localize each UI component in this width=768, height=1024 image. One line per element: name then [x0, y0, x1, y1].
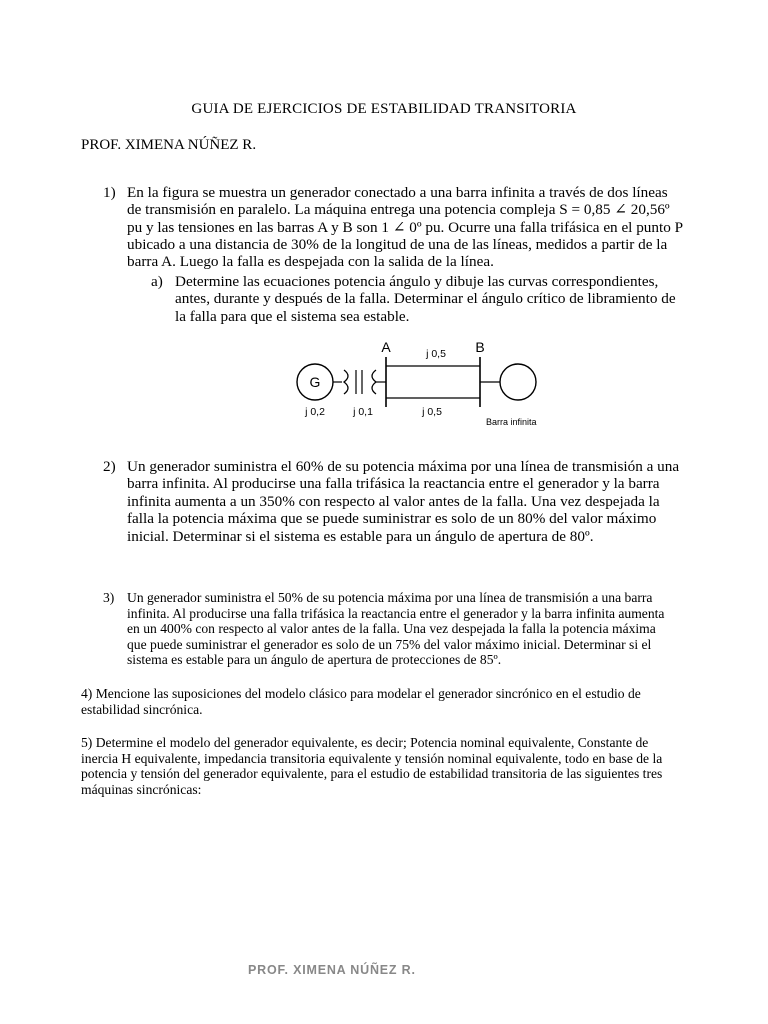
text-line: inercia H equivalente, impedancia transitoria equivalente y tensión nominal equivalente, todo en base de la	[81, 750, 663, 766]
transformer-winding-1	[344, 370, 348, 394]
text-line: potencia y tensión del generador equivalente, para el estudio de estabilidad transitoria de las siguientes tres	[81, 766, 663, 781]
exercise-2-text	[127, 458, 687, 545]
bus-b-label: B	[475, 339, 485, 355]
line-bottom-reactance: j 0,5	[422, 406, 442, 418]
text-line: barra infinita. Al producirse una falla trifásica la reactancia entre el generador y la barra	[127, 475, 660, 493]
document-title: GUIA DE EJERCICIOS DE ESTABILIDAD TRANSITORIA	[191, 101, 577, 117]
text-line: En la figura se muestra un generador conectado a una barra infinita a través de dos líneas	[127, 184, 668, 201]
gen-reactance-label: j 0,2	[305, 406, 325, 418]
text-line: la falla para que el sistema sea estable.	[175, 307, 410, 325]
text-line: antes, durante y después de la falla. Determinar el ángulo crítico de libramiento de	[175, 290, 676, 308]
infinite-bus-symbol	[500, 364, 536, 400]
text-line: falla la potencia máxima que se puede suministrar es solo de un 80% del valor máximo	[127, 510, 657, 528]
exercise-1-text	[127, 184, 687, 270]
exercise-1a-text	[175, 273, 685, 325]
exercise-2-number: 2)	[103, 458, 116, 475]
text-line: en un 400% con respecto al valor antes de la falla. Una vez despejada la falla la potencia máxima	[127, 621, 656, 636]
text-line: sistema es estable para un ángulo de apertura de protecciones de 85º.	[127, 652, 502, 667]
text-line: de transmisión en paralelo. La máquina entrega una potencia compleja S = 0,85 ∠ 20,56º	[127, 201, 670, 219]
text-line: pu y las tensiones en las barras A y B son 1 ∠ 0º pu. Ocurre una falla trifásica en el punto P	[127, 218, 684, 236]
text-line: barra A. Luego la falla es despejada con la salida de la línea.	[127, 253, 494, 271]
text-line: 4) Mencione las suposiciones del modelo clásico para modelar el generador sincrónico en el estudio de	[81, 686, 641, 701]
text-line: inicial. Determinar si el sistema es estable para un ángulo de apertura de 80º.	[127, 527, 594, 545]
page-footer: PROF. XIMENA NÚÑEZ R.	[248, 963, 416, 977]
bus-a-label: A	[381, 339, 391, 355]
exercise-4-text	[81, 686, 691, 717]
exercise-3-number: 3)	[103, 590, 115, 605]
exercise-3-text	[127, 590, 682, 668]
generator-label: G	[309, 374, 321, 390]
text-line: Determine las ecuaciones potencia ángulo y dibuje las curvas correspondientes,	[175, 273, 659, 290]
exercise-5-text	[81, 735, 691, 797]
exercise-1a-label: a)	[151, 273, 163, 290]
text-line: 5) Determine el modelo del generador equivalente, es decir; Potencia nominal equivalente, Constante de	[81, 735, 649, 750]
transformer-reactance-label: j 0,1	[353, 406, 373, 418]
text-line: máquinas sincrónicas:	[81, 781, 202, 797]
professor-name: PROF. XIMENA NÚÑEZ R.	[81, 137, 257, 153]
text-line: estabilidad sincrónica.	[81, 701, 203, 717]
text-line: Un generador suministra el 50% de su potencia máxima por una línea de transmisión a una barra	[127, 590, 653, 605]
power-system-diagram	[280, 335, 540, 435]
text-line: que puede suministrar el generador es solo de un 75% del valor máximo inicial. Determinar si el	[127, 636, 652, 652]
text-line: infinita. Al producirse una falla trifásica la reactancia entre el generador y la barra infinita aumenta	[127, 605, 665, 621]
text-line: infinita aumenta a un 350% con respecto al valor antes de la falla. Una vez despejada la	[127, 492, 660, 510]
infinite-bus-label: Barra infinita	[486, 417, 537, 427]
text-line: Un generador suministra el 60% de su potencia máxima por una línea de transmisión a una	[127, 458, 680, 475]
text-line: ubicado a una distancia de 30% de la longitud de una de las líneas, medidos a partir de la	[127, 235, 668, 253]
line-top-reactance: j 0,5	[426, 348, 446, 360]
transformer-winding-2	[372, 370, 376, 394]
exercise-1-number: 1)	[103, 184, 116, 201]
